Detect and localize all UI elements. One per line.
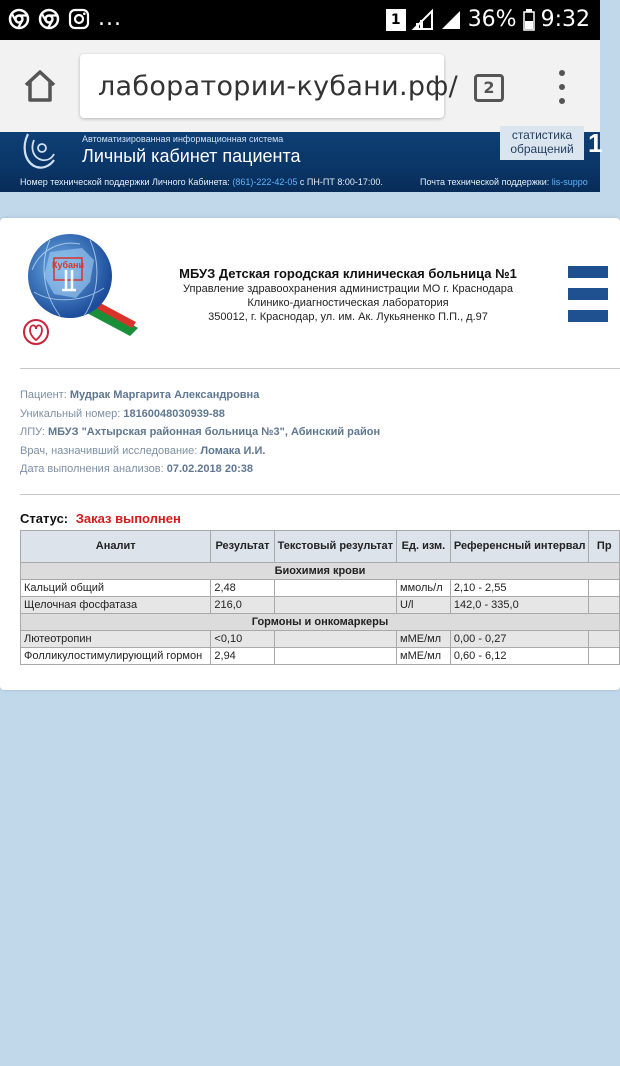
cell-reference: 2,10 - 2,55: [450, 580, 589, 597]
notification-icons: [8, 8, 122, 30]
table-row: [21, 597, 620, 614]
cell-reference: 0,00 - 0,27: [450, 631, 589, 648]
group-title: Биохимия крови: [21, 563, 620, 580]
cell-text-result: [274, 631, 396, 648]
side-action-button-3[interactable]: [568, 310, 608, 322]
unique-number-label: Уникальный номер:: [20, 408, 121, 420]
cell-analyte: Фолликулостимулирующий гормон: [21, 648, 211, 665]
order-status: [20, 511, 181, 526]
status-label: Статус:: [20, 511, 69, 526]
divider: [20, 368, 620, 369]
statistics-button[interactable]: статистика обращений: [500, 126, 584, 160]
patient-name-row: [20, 389, 259, 401]
unique-number-value: 18160048030939-88: [123, 408, 225, 420]
sim-card-icon: 1: [386, 9, 406, 31]
table-row: [21, 580, 620, 597]
cell-analyte: Лютеотропин: [21, 631, 211, 648]
organization-line1: Управление здравоохранения администрации МО г. Краснодара: [183, 283, 513, 295]
battery-icon: [523, 9, 535, 31]
signal-icon: [412, 9, 434, 31]
column-header-unit: Ед. изм.: [397, 531, 451, 563]
chrome-icon: [38, 8, 60, 30]
cell-unit: мМЕ/мл: [397, 648, 451, 665]
group-row: [21, 563, 620, 580]
column-header-result: Результат: [211, 531, 274, 563]
mail-label: Почта технической поддержки:: [420, 177, 550, 187]
cell-reference: 0,60 - 6,12: [450, 648, 589, 665]
status-bar: [0, 0, 600, 40]
support-label: Номер технической поддержки Личного Кабинета:: [20, 177, 230, 187]
cell-text-result: [274, 580, 396, 597]
cell-extra: [589, 597, 620, 614]
group-row: [21, 614, 620, 631]
cell-result: 2,48: [211, 580, 274, 597]
site-header: [0, 128, 603, 192]
divider: [20, 494, 620, 495]
doctor-label: Врач, назначивший исследование:: [20, 445, 198, 457]
cell-extra: [589, 648, 620, 665]
analysis-date-label: Дата выполнения анализов:: [20, 463, 164, 475]
column-header-reference: Референсный интервал: [450, 531, 589, 563]
support-phone-link[interactable]: (861)-222-42-05: [232, 177, 298, 187]
status-value: Заказ выполнен: [75, 511, 181, 526]
cell-extra: [589, 631, 620, 648]
organization-address: 350012, г. Краснодар, ул. им. Ак. Лукьяненко П.П., д.97: [208, 311, 488, 323]
analysis-date-row: [20, 463, 253, 475]
clock: 9:32: [540, 7, 590, 32]
analysis-date-value: 07.02.2018 20:38: [166, 463, 253, 475]
results-card: [0, 218, 620, 690]
results-table: [20, 530, 620, 665]
logo-text: Кубани: [51, 260, 85, 270]
organization-name: МБУЗ Детская городская клиническая больница №1: [179, 266, 517, 281]
more-notifications-indicator: ...: [98, 6, 122, 31]
side-action-button-2[interactable]: [568, 288, 608, 300]
column-header-analyte: Аналит: [21, 531, 211, 563]
url-text: лаборатории-кубани.рф/: [98, 71, 459, 102]
cell-analyte: Щелочная фосфатаза: [21, 597, 211, 614]
patient-name: Мудрак Маргарита Александровна: [69, 389, 260, 401]
group-title: Гормоны и онкомаркеры: [21, 614, 620, 631]
laboratory-logo: [20, 232, 142, 350]
column-header-text-result: Текстовый результат: [274, 531, 396, 563]
cell-result: <0,10: [211, 631, 274, 648]
cell-unit: мМЕ/мл: [397, 631, 451, 648]
support-mail-link[interactable]: lis-suppo: [551, 177, 588, 187]
system-subtitle: Автоматизированная информационная система: [82, 134, 284, 144]
cell-analyte: Кальций общий: [21, 580, 211, 597]
lpu-value: МБУЗ "Ахтырская районная больница №3", Абинский район: [48, 426, 381, 438]
column-header-extra: Пр: [589, 531, 620, 563]
browser-toolbar: [0, 40, 600, 132]
site-title: Личный кабинет пациента: [82, 146, 301, 166]
cell-unit: ммоль/л: [397, 580, 451, 597]
home-icon[interactable]: [20, 66, 60, 106]
cell-extra: [589, 580, 620, 597]
cell-result: 216,0: [211, 597, 274, 614]
battery-percent: 36%: [467, 7, 517, 32]
organization-info: [148, 266, 548, 324]
lpu-label: ЛПУ:: [20, 426, 45, 438]
doctor-value: Ломака И.И.: [200, 445, 266, 457]
lpu-row: [20, 426, 380, 438]
cell-text-result: [274, 597, 396, 614]
side-action-button-1[interactable]: [568, 266, 608, 278]
overflow-menu-icon[interactable]: [552, 70, 572, 104]
support-mail-line: [420, 177, 588, 187]
cell-result: 2,94: [211, 648, 274, 665]
table-row: [21, 631, 620, 648]
tab-switcher-button[interactable]: 2: [474, 74, 504, 102]
signal-icon: [440, 9, 462, 31]
doctor-row: [20, 445, 265, 457]
support-hours: с ПН-ПТ 8:00-17:00.: [299, 177, 383, 187]
cell-unit: U/l: [397, 597, 451, 614]
statistics-count: 1: [588, 128, 603, 158]
chrome-icon: [8, 8, 30, 30]
support-phone-line: [20, 177, 383, 187]
table-header-row: [21, 531, 620, 563]
cell-text-result: [274, 648, 396, 665]
system-indicators: [386, 6, 590, 34]
patient-label: Пациент:: [20, 389, 67, 401]
organization-line2: Клинико-диагностическая лаборатория: [247, 297, 449, 309]
instagram-icon: [68, 8, 90, 30]
address-bar[interactable]: [80, 54, 459, 118]
site-logo-icon: [20, 132, 64, 176]
cell-reference: 142,0 - 335,0: [450, 597, 589, 614]
unique-number-row: [20, 408, 225, 420]
table-row: [21, 648, 620, 665]
